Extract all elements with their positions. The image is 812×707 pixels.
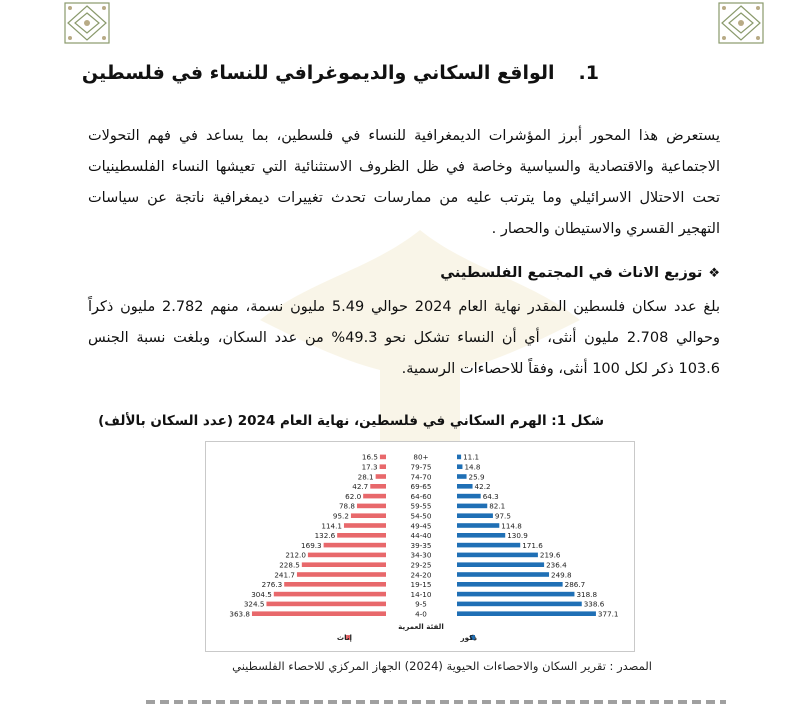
female-bar: [324, 543, 386, 548]
age-group-label: 80+: [413, 452, 429, 462]
female-bar: [370, 484, 386, 489]
male-bar: [457, 533, 505, 538]
female-value-label: 304.5: [251, 589, 272, 599]
female-value-label: 28.1: [357, 472, 374, 482]
female-value-label: 363.8: [229, 609, 250, 619]
distribution-paragraph: بلغ عدد سكان فلسطين المقدر نهاية العام 2024 حوالي 5.49 مليون نسمة، منهم 2.782 مليون ذكراً وحوالي 2.708 مليون أنثى، أي أن النساء تشكل نحو 49.3% من عدد السكان، وبلغت نسبة الجنس 103.6 ذكر لكل 100 أنثى، وفقاً للاحصاءات الرسمية.: [88, 299, 720, 377]
female-value-label: 212.0: [285, 550, 306, 560]
female-bar: [266, 602, 386, 607]
age-group-label: 69-65: [410, 482, 432, 492]
female-bar: [363, 494, 386, 499]
male-value-label: 318.8: [576, 589, 598, 599]
male-bar: [457, 455, 461, 460]
female-bar: [308, 553, 386, 558]
female-bar: [357, 504, 386, 509]
male-bar: [457, 494, 481, 499]
male-value-label: 82.1: [489, 501, 506, 511]
male-value-label: 114.8: [501, 521, 522, 531]
subsection-title: توزيع الاناث في المجتمع الفلسطيني: [440, 265, 703, 281]
intro-paragraph: يستعرض هذا المحور أبرز المؤشرات الديمغرافية للنساء في فلسطين، بما يساعد في فهم التحولات الاجتماعية والاقتصادية والسياسية وخاصة في ظل الظروف الاستثنائية التي تعيشها النساء الفلسطينيات تحت الاحتلال الاسرائيلي وما يترتب عليه من ممارسات تحدث تغييرات ديمغرافية ناتجة عن سياسات التهجير القسري والاستيطان والحصار .: [88, 128, 720, 237]
female-value-label: 114.1: [321, 521, 342, 531]
male-value-label: 286.7: [564, 580, 586, 590]
section-title-text: الواقع السكاني والديموغرافي للنساء في فلسطين: [81, 62, 555, 84]
subsection-heading: [440, 265, 720, 281]
male-bar: [457, 592, 574, 597]
female-value-label: 324.5: [243, 599, 265, 609]
ornament-icon: [716, 0, 766, 46]
figure-caption: شكل 1: الهرم السكاني في فلسطين، نهاية العام 2024 (عدد السكان بالألف): [98, 413, 604, 429]
male-bar: [457, 543, 520, 548]
age-group-label: 29-25: [410, 560, 432, 570]
male-bar: [457, 484, 473, 489]
male-bar: [457, 474, 467, 479]
female-value-label: 16.5: [361, 452, 378, 462]
female-bar: [380, 464, 386, 469]
age-group-label: 39-35: [410, 540, 432, 550]
female-bar: [252, 611, 386, 616]
age-group-label: 24-20: [410, 570, 432, 580]
male-value-label: 64.3: [482, 491, 499, 501]
male-value-label: 14.8: [464, 462, 481, 472]
section-number: 1.: [578, 62, 599, 84]
male-bar: [457, 602, 582, 607]
legend-female-label: إناث: [336, 633, 352, 642]
male-value-label: 25.9: [468, 472, 485, 482]
legend-male-label: ذكور: [460, 633, 477, 642]
male-bar: [457, 504, 487, 509]
population-pyramid-svg: [206, 442, 634, 651]
female-value-label: 276.3: [261, 580, 283, 590]
ornament-icon: [62, 0, 112, 46]
male-value-label: 42.2: [474, 482, 491, 492]
age-group-label: 9-5: [415, 599, 427, 609]
male-value-label: 171.6: [522, 540, 543, 550]
female-value-label: 169.3: [301, 540, 322, 550]
source-note: المصدر : تقرير السكان والاحصاءات الحيوية (2024) الجهاز المركزي للاحصاء الفلسطيني: [232, 659, 652, 673]
female-bar: [297, 572, 386, 577]
male-value-label: 377.1: [597, 609, 619, 619]
male-value-label: 219.6: [539, 550, 561, 560]
diamond-bullet-icon: ❖: [708, 266, 720, 281]
female-bar: [284, 582, 386, 587]
population-pyramid-chart: [205, 441, 635, 652]
section-title: [82, 62, 599, 84]
male-bar: [457, 562, 544, 567]
female-bar: [351, 513, 386, 518]
female-bar: [302, 562, 386, 567]
male-value-label: 338.6: [583, 599, 605, 609]
female-bar: [344, 523, 386, 528]
age-group-label: 74-70: [410, 472, 432, 482]
age-group-label: 59-55: [410, 501, 432, 511]
female-bar: [380, 455, 386, 460]
male-bar: [457, 611, 596, 616]
female-bar: [337, 533, 386, 538]
male-value-label: 236.4: [546, 560, 567, 570]
age-group-label: 54-50: [410, 511, 432, 521]
male-bar: [457, 464, 462, 469]
age-group-label: 34-30: [410, 550, 432, 560]
cut-off-text-line: [146, 697, 726, 707]
female-bar: [274, 592, 386, 597]
age-group-label: 64-60: [410, 491, 432, 501]
female-value-label: 241.7: [274, 570, 295, 580]
male-bar: [457, 553, 538, 558]
male-bar: [457, 523, 499, 528]
age-group-label: 49-45: [410, 521, 432, 531]
age-group-label: 79-75: [410, 462, 432, 472]
female-value-label: 95.2: [332, 511, 349, 521]
age-group-label: 14-10: [410, 589, 432, 599]
age-group-label: 19-15: [410, 580, 432, 590]
female-value-label: 132.6: [314, 531, 336, 541]
male-bar: [457, 513, 493, 518]
male-value-label: 249.8: [551, 570, 572, 580]
female-value-label: 228.5: [279, 560, 300, 570]
age-group-label: 44-40: [410, 531, 432, 541]
male-value-label: 11.1: [463, 452, 480, 462]
female-value-label: 62.0: [345, 491, 362, 501]
male-value-label: 97.5: [494, 511, 511, 521]
age-group-label: 4-0: [415, 609, 427, 619]
female-value-label: 17.3: [361, 462, 378, 472]
male-value-label: 130.9: [507, 531, 528, 541]
male-bar: [457, 582, 563, 587]
male-bar: [457, 572, 549, 577]
female-value-label: 42.7: [352, 482, 369, 492]
female-value-label: 78.8: [338, 501, 355, 511]
axis-label: الفئة العمرية: [398, 622, 444, 631]
female-bar: [376, 474, 386, 479]
